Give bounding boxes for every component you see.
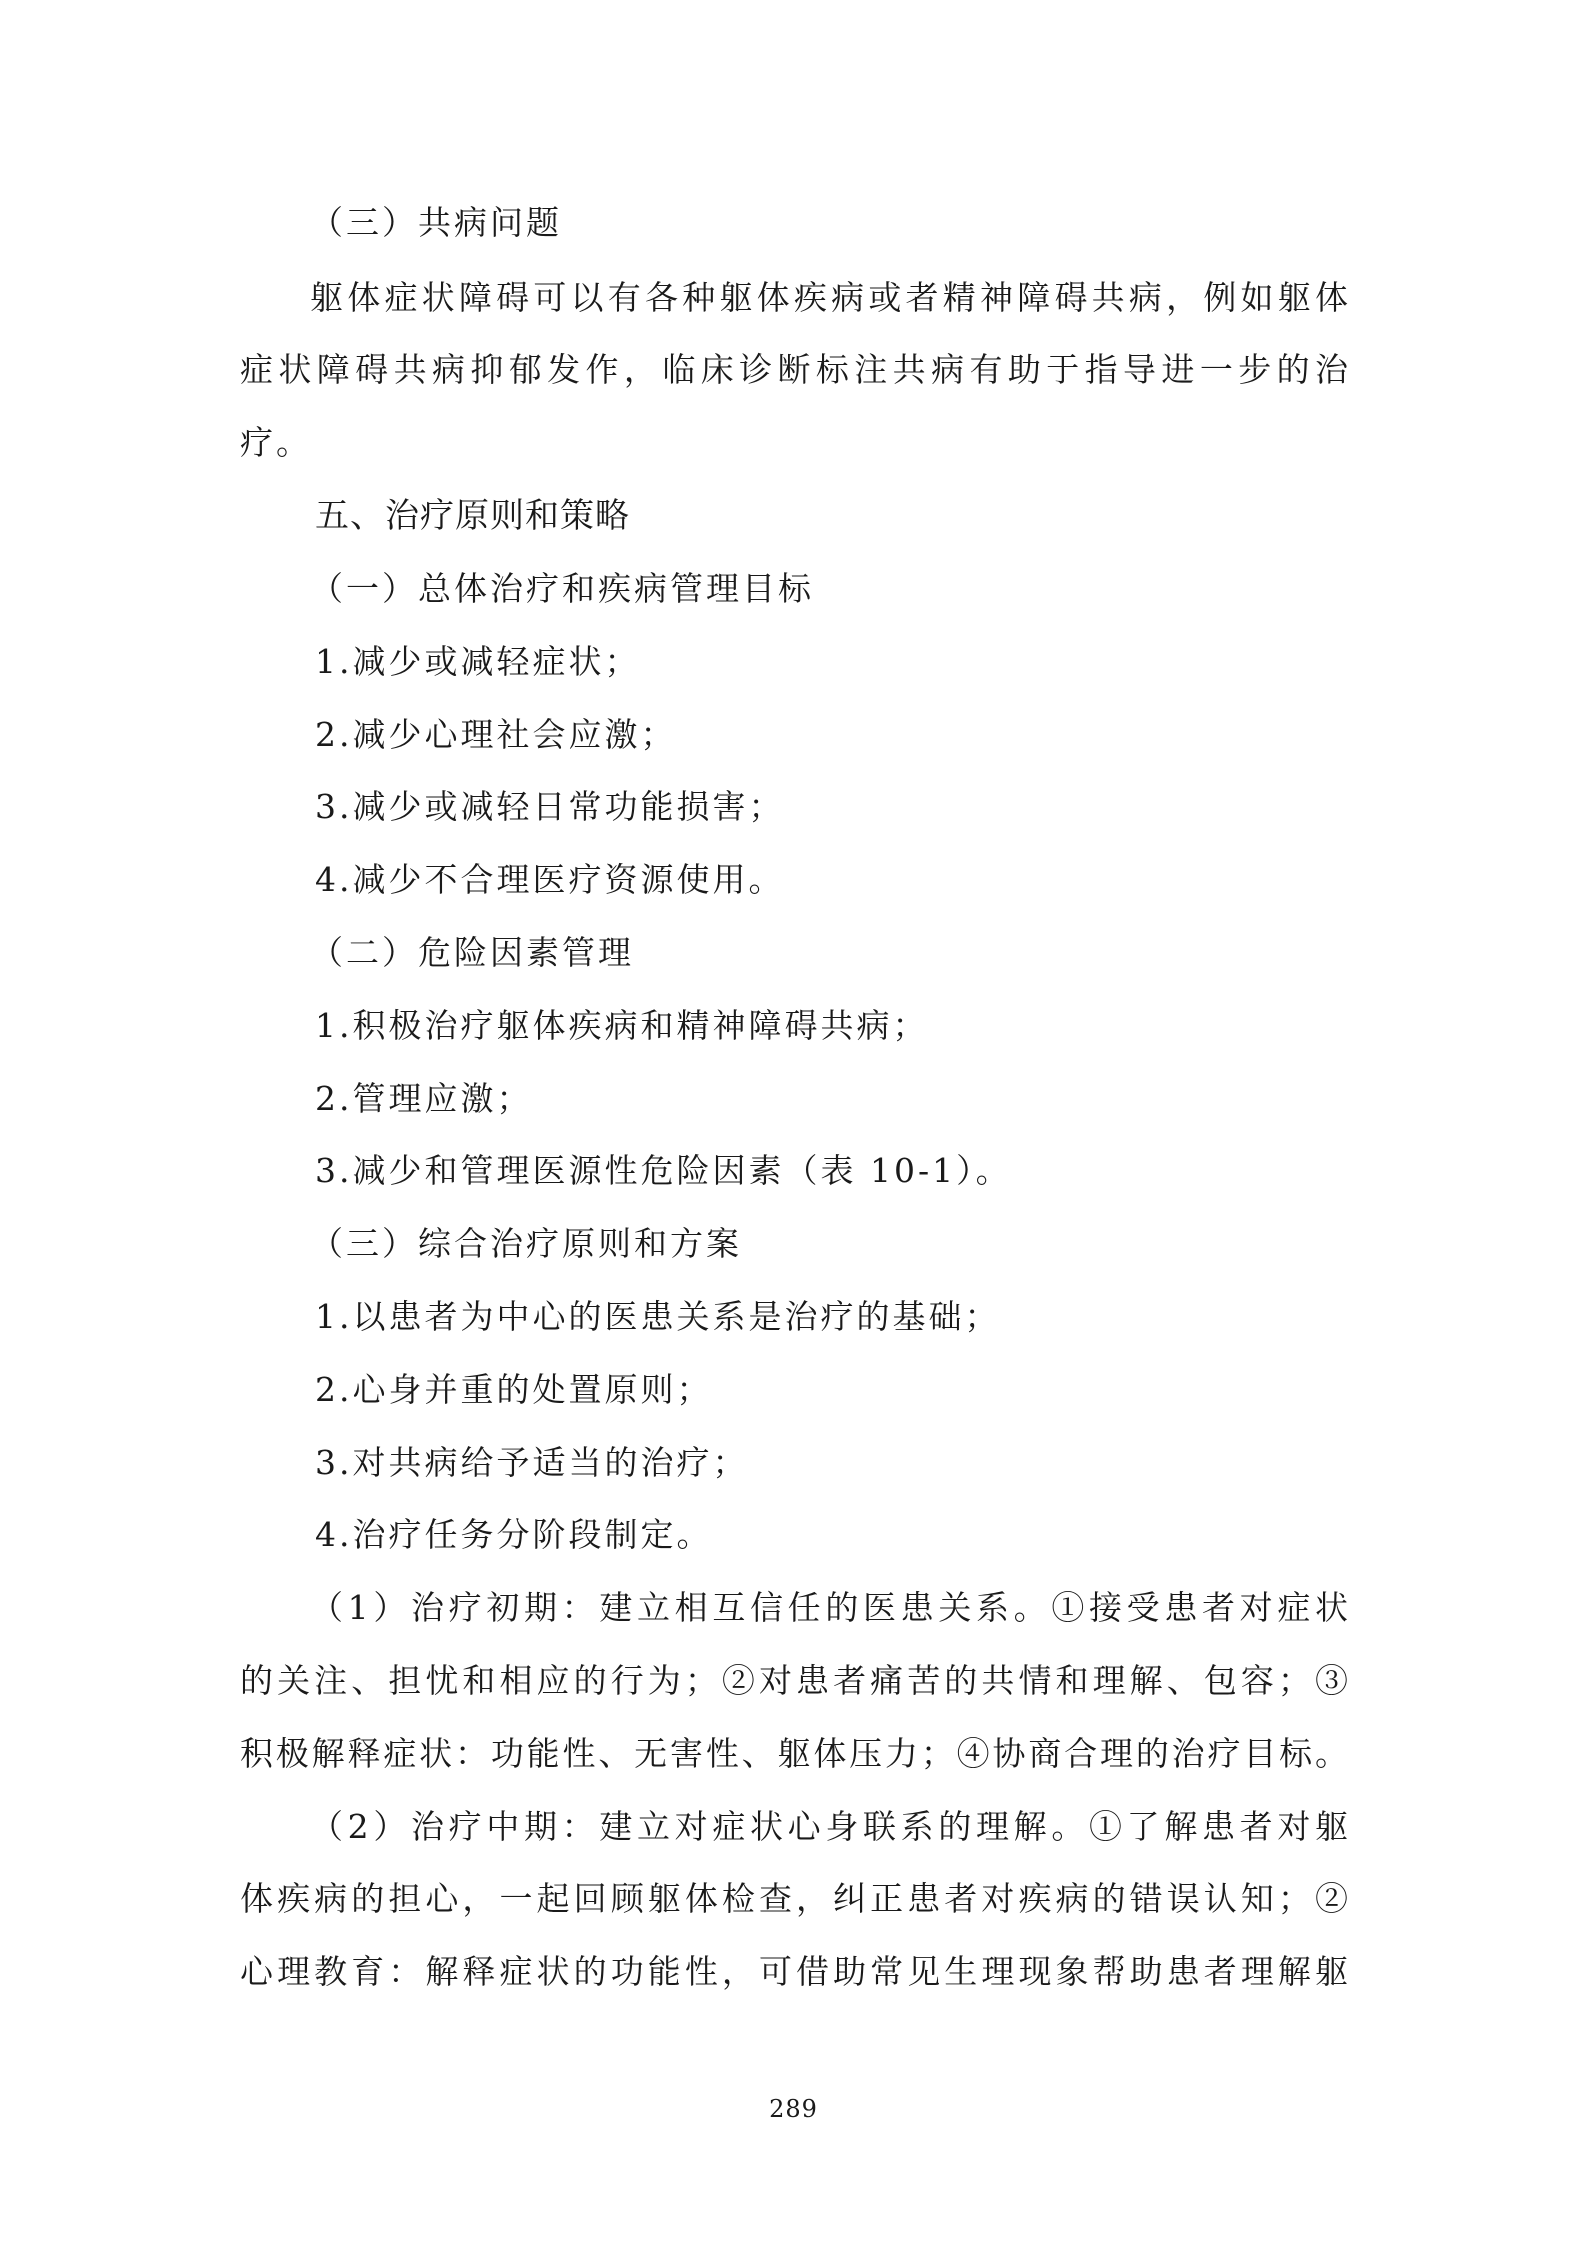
list-item: 4.治疗任务分阶段制定。 bbox=[315, 1515, 713, 1554]
paragraph-line: 体疾病的担心，一起回顾躯体检查，纠正患者对疾病的错误认知；② bbox=[240, 1879, 1348, 1918]
subsection-heading-risk-factors: （二）危险因素管理 bbox=[310, 933, 634, 972]
list-item: 2.管理应激； bbox=[315, 1079, 533, 1118]
list-item: 4.减少不合理医疗资源使用。 bbox=[315, 860, 785, 899]
subsection-heading-comorbidity: （三）共病问题 bbox=[310, 203, 562, 242]
page-number: 289 bbox=[769, 2095, 818, 2123]
section-heading-treatment-principles: 五、治疗原则和策略 bbox=[315, 496, 630, 536]
paragraph-line: 症状障碍共病抑郁发作，临床诊断标注共病有助于指导进一步的治 bbox=[240, 350, 1348, 389]
list-item: 1.减少或减轻症状； bbox=[315, 642, 641, 681]
list-item: 1.积极治疗躯体疾病和精神障碍共病； bbox=[315, 1006, 929, 1045]
list-item: 2.心身并重的处置原则； bbox=[315, 1370, 713, 1409]
paragraph-line: 积极解释症状：功能性、无害性、躯体压力；④协商合理的治疗目标。 bbox=[240, 1734, 1348, 1773]
subsection-heading-comprehensive-treatment: （三）综合治疗原则和方案 bbox=[310, 1224, 742, 1263]
paragraph-line: 心理教育：解释症状的功能性，可借助常见生理现象帮助患者理解躯 bbox=[240, 1952, 1348, 1991]
list-item: 1.以患者为中心的医患关系是治疗的基础； bbox=[315, 1297, 1001, 1336]
list-item: 2.减少心理社会应激； bbox=[315, 715, 677, 754]
paragraph-line: 躯体症状障碍可以有各种躯体疾病或者精神障碍共病，例如躯体 bbox=[310, 278, 1348, 317]
list-item: 3.减少和管理医源性危险因素（表 10-1）。 bbox=[315, 1151, 1012, 1190]
list-item: 3.对共病给予适当的治疗； bbox=[315, 1443, 749, 1482]
paragraph-line: 的关注、担忧和相应的行为；②对患者痛苦的共情和理解、包容；③ bbox=[240, 1661, 1348, 1700]
subsection-heading-overall-goals: （一）总体治疗和疾病管理目标 bbox=[310, 569, 814, 608]
paragraph-line: （2）治疗中期：建立对症状心身联系的理解。①了解患者对躯 bbox=[310, 1807, 1348, 1846]
paragraph-line: 疗。 bbox=[240, 423, 312, 462]
list-item: 3.减少或减轻日常功能损害； bbox=[315, 787, 785, 826]
paragraph-line: （1）治疗初期：建立相互信任的医患关系。①接受患者对症状 bbox=[310, 1588, 1348, 1627]
